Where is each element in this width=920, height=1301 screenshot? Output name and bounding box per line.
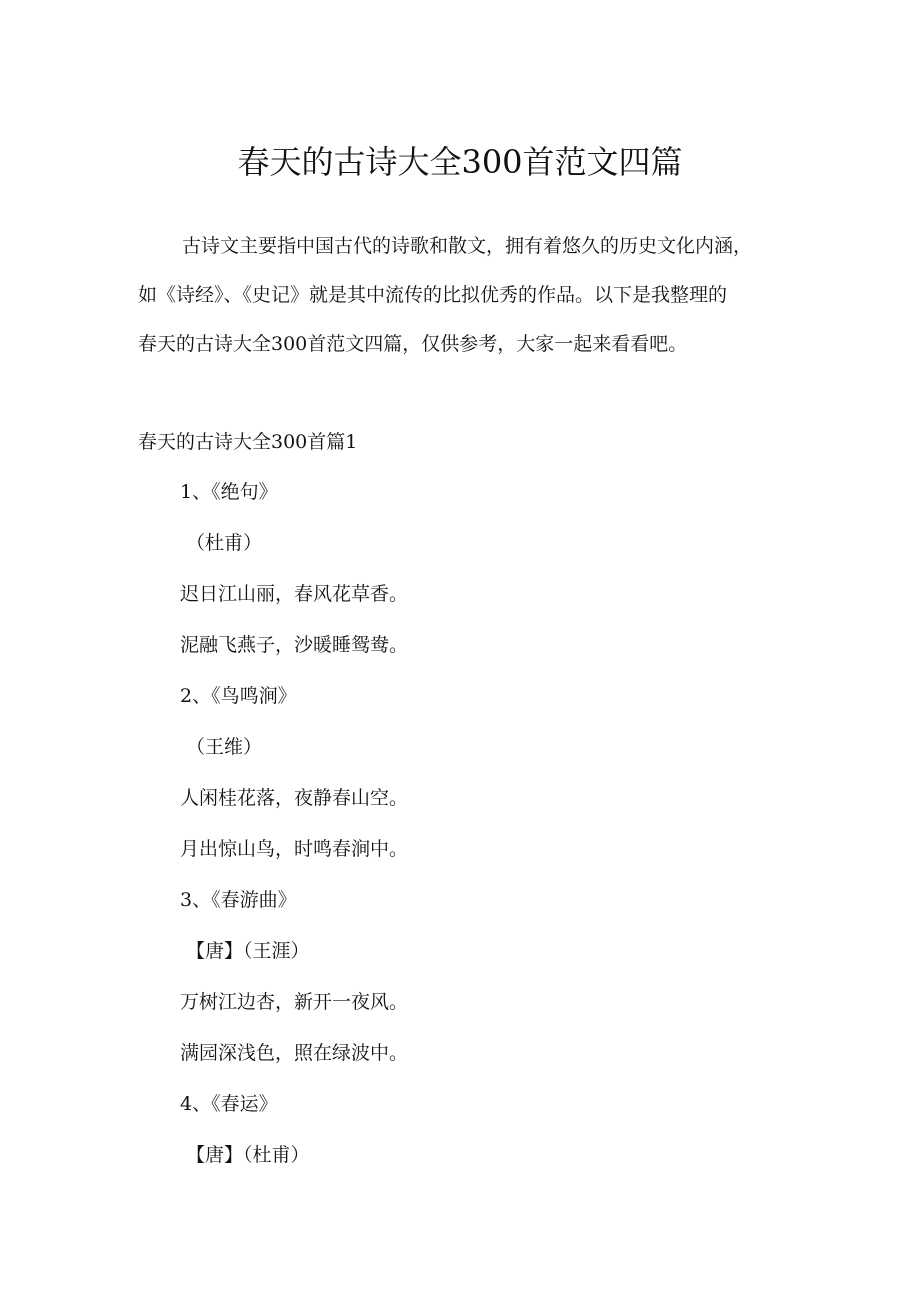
poem-title: 3、《春游曲》: [180, 889, 297, 911]
poem-verse: 人闲桂花落，夜静春山空。: [180, 787, 409, 809]
intro-line: 春天的古诗大全300首范文四篇，仅供参考，大家一起来看看吧。: [138, 333, 688, 355]
section-heading: 春天的古诗大全300首篇1: [138, 431, 358, 453]
poem-verse: 迟日江山丽，春风花草香。: [180, 583, 409, 605]
poem-author: 【唐】（王涯）: [186, 940, 310, 962]
intro-line: 古诗文主要指中国古代的诗歌和散文，拥有着悠久的历史文化内涵，: [182, 235, 753, 257]
poem-author: （杜甫）: [186, 532, 263, 554]
intro-paragraph: [138, 222, 788, 369]
poem-title: 4、《春运》: [180, 1093, 278, 1115]
poem-verse: 满园深浅色，照在绿波中。: [180, 1042, 409, 1064]
poem-verse: 万树江边杏，新开一夜风。: [180, 991, 409, 1013]
poem-title: 2、《鸟鸣涧》: [180, 685, 297, 707]
poem-author: 【唐】（杜甫）: [186, 1144, 310, 1166]
intro-line: 如《诗经》、《史记》就是其中流传的比拟优秀的作品。以下是我整理的: [138, 284, 728, 306]
poem-list: [180, 478, 780, 1192]
poem-verse: 泥融飞燕子，沙暖睡鸳鸯。: [180, 634, 409, 656]
document-title: 春天的古诗大全300首范文四篇: [237, 143, 683, 181]
poem-verse: 月出惊山鸟，时鸣春涧中。: [180, 838, 409, 860]
poem-author: （王维）: [186, 736, 263, 758]
poem-title: 1、《绝句》: [180, 481, 278, 503]
